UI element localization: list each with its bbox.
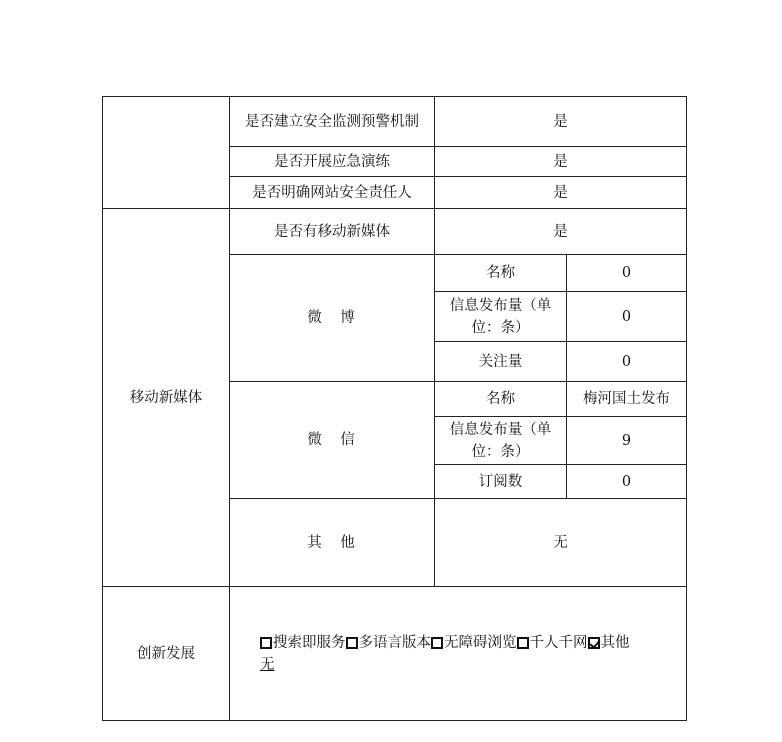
table-row	[103, 209, 687, 255]
mobile-section-label: 移动新媒体	[103, 209, 230, 587]
has-mobile-label: 是否有移动新媒体	[230, 209, 435, 255]
wechat-posts-label: 信息发布量（单位：条）	[435, 417, 567, 465]
checkbox-icon	[260, 637, 272, 649]
checkbox-icon	[431, 637, 443, 649]
blank-cell	[103, 97, 230, 209]
innovation-options	[230, 587, 687, 721]
wechat-name-value: 梅河国土发布	[567, 382, 687, 417]
wechat-subs-value: 0	[567, 465, 687, 499]
wechat-posts-value: 9	[567, 417, 687, 465]
weibo-posts-value: 0	[567, 292, 687, 342]
weibo-label: 微 博	[230, 255, 435, 382]
option-other[interactable]: 其他	[588, 635, 630, 651]
responsible-label: 是否明确网站安全责任人	[230, 177, 435, 209]
wechat-label: 微 信	[230, 382, 435, 499]
checkbox-icon	[517, 637, 529, 649]
checkbox-icon	[346, 637, 358, 649]
checked-checkbox-icon	[588, 637, 600, 649]
wechat-subs-label: 订阅数	[435, 465, 567, 499]
other-label: 其 他	[230, 499, 435, 587]
innovation-label: 创新发展	[103, 587, 230, 721]
warning-value: 是	[435, 97, 687, 147]
weibo-follow-value: 0	[567, 342, 687, 382]
weibo-follow-label: 关注量	[435, 342, 567, 382]
responsible-value: 是	[435, 177, 687, 209]
drill-label: 是否开展应急演练	[230, 147, 435, 177]
weibo-posts-label: 信息发布量（单位：条）	[435, 292, 567, 342]
weibo-name-label: 名称	[435, 255, 567, 292]
option-personalized[interactable]: 千人千网	[517, 635, 588, 651]
drill-value: 是	[435, 147, 687, 177]
option-accessible[interactable]: 无障碍浏览	[431, 635, 517, 651]
report-table	[102, 96, 687, 721]
innovation-other-text: 无	[260, 656, 275, 673]
table-row	[103, 97, 687, 147]
warning-label: 是否建立安全监测预警机制	[230, 97, 435, 147]
table-row	[103, 587, 687, 721]
option-multilang[interactable]: 多语言版本	[346, 635, 432, 651]
weibo-name-value: 0	[567, 255, 687, 292]
other-value: 无	[435, 499, 687, 587]
has-mobile-value: 是	[435, 209, 687, 255]
wechat-name-label: 名称	[435, 382, 567, 417]
option-search[interactable]: 搜索即服务	[260, 635, 346, 651]
